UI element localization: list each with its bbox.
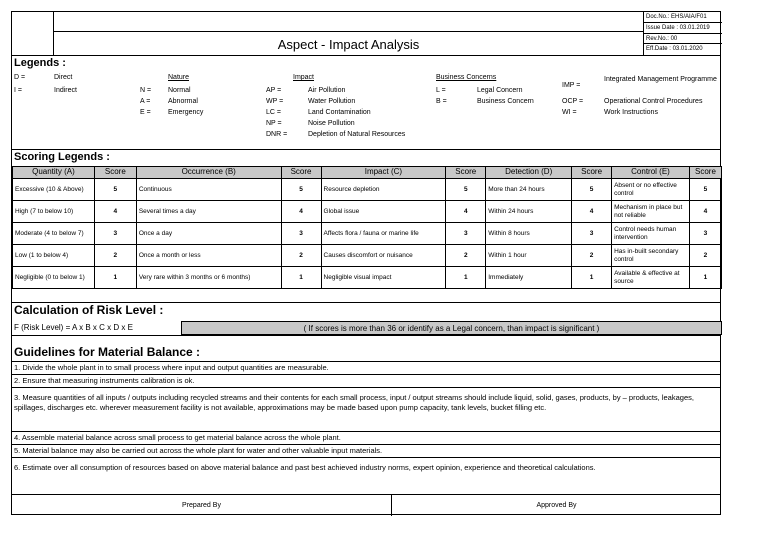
issue-date: Issue Date : 03.01.2019 [644, 23, 722, 34]
scoring-heading: Scoring Legends : [14, 151, 110, 163]
table-row: Moderate (4 to below 7) 3 Once a day 3 Affects flora / fauna or marine life 3 Within 8 hours 3 Control needs human intervention 3 [13, 223, 722, 245]
column-header: Control (E) [612, 167, 690, 179]
legends-heading: Legends : [14, 57, 66, 69]
column-header: Occurrence (B) [136, 167, 281, 179]
aspect-impact-form: Aspect - Impact Analysis Doc.No.: EHS/AIA/F01 Issue Date : 03.01.2019 Rev.No.: 00 Eff.Date : 03.01.2020 Legends : D = Direct I = Indirect Nature N = Normal A = Abnormal E = Emergency Impact AP = Air Pollution WP = Water Pollution LC = Land Contamination NP = Noise Pollution DNR = Depletion of Natural Resources Business Concerns L = Legal Concern B = Business Concern IMP = Integrated Management Programme OCP = Operational Control Procedures WI = Work Instructions Scoring Legends : Quantity (A) Score Occurrence (B) Score Impact (C) Score Detection (D) Score Control (E) Score Excessive (10 & Above) 5 Continuous 5 Resource depletion 5 More than 24 hours 5 Absent or no effective control 5 High (7 to below 10) 4 Several times a day 4 Global issue 4 Within 24 hours 4 Mechanism in place but not reliable 4 Moderate (4 to below 7) 3 Once a day 3 Affects flora / fauna or marine life 3 Within 8 hours 3 Control needs human intervention 3 Low (1 to below 4) 2 Once a month or less 2 Causes discomfort or nuisance 2 Within 1 hour 2 Has in-built secondary control 2 Negligible (0 to below 1) 1 Very rare within 3 months or 6 months) 1 Negligible visual impact 1 Immediately 1 Available & effective at source 1 Calculation of Risk Level : F (Risk Level) = A x B x C x D x E ( If scores is more than 36 or identify as a Legal concern, than impact is significant ) Guidelines for Material Balance : 1. Divide the whole plant in to small process where input and output quantities are measurable. 2. Ensure that measuring instruments calibration is ok. 3. Measure quantities of all inputs / outputs including recycled streams and their contents for each small process, input / output streams should include liquid, solid, gases, products, by – products, leakages, spillages, discharges etc. wherever measurement facility is not available, approximations may be made based upon pump capacity, tank levels, bucket filling etc. 4. Assemble material balance across small process to get material balance across the whole plant. 5. Material balance may also be carried out across the whole plant for water and other valuable input materials. 6. Estimate over all consumption of resources based on above material balance and past best achieved industry norms, expert opinion, experience and theoretical calculations. Prepared By Approved By [11, 11, 721, 515]
risk-formula: F (Risk Level) = A x B x C x D x E [14, 323, 133, 332]
column-header: Score [94, 167, 136, 179]
column-header: Score [281, 167, 321, 179]
column-header: Impact (C) [321, 167, 446, 179]
title-cell [54, 12, 644, 55]
column-header: Quantity (A) [13, 167, 95, 179]
guidelines-heading: Guidelines for Material Balance : [14, 345, 201, 359]
column-header: Score [572, 167, 612, 179]
guideline-item: 5. Material balance may also be carried out across the whole plant for water and other valuable input materials. [12, 444, 720, 457]
nature-title: Nature [168, 74, 190, 81]
guideline-item: 6. Estimate over all consumption of resources based on above material balance and past best achieved industry norms, expert opinion, experience and theoretical calculations. [12, 457, 720, 489]
risk-note-band [181, 321, 722, 335]
business-title: Business Concerns [436, 74, 497, 81]
column-header: Detection (D) [486, 167, 572, 179]
prepared-by-label: Prepared By [182, 502, 221, 509]
revision-number: Rev.No.: 00 [644, 34, 722, 45]
scoring-legend-table [12, 166, 722, 289]
guideline-item: 3. Measure quantities of all inputs / outputs including recycled streams and their contents for each small process, input / output streams should include liquid, solid, gases, products, by – products, leakages, spillages, discharges etc. wherever measurement facility is not available, approximations may be made based upon pump capacity, tank levels, bucket filling etc. [12, 387, 720, 431]
impact-title: Impact [293, 74, 315, 81]
approved-by-label: Approved By [536, 502, 577, 509]
guideline-item: 2. Ensure that measuring instruments calibration is ok. [12, 374, 720, 387]
risk-heading: Calculation of Risk Level : [14, 303, 164, 317]
document-control-block [644, 12, 722, 55]
effective-date: Eff.Date : 03.01.2020 [646, 46, 703, 53]
scoring-header-row [13, 167, 722, 179]
table-row: Low (1 to below 4) 2 Once a month or less 2 Causes discomfort or nuisance 2 Within 1 hour 2 Has in-built secondary control 2 [13, 245, 722, 267]
page-title: Aspect - Impact Analysis [277, 37, 420, 52]
table-row: High (7 to below 10) 4 Several times a day 4 Global issue 4 Within 24 hours 4 Mechanism in place but not reliable 4 [13, 201, 722, 223]
doc-number: Doc.No.: EHS/AIA/F01 [644, 12, 722, 23]
column-header: Score [689, 167, 721, 179]
table-row: Excessive (10 & Above) 5 Continuous 5 Resource depletion 5 More than 24 hours 5 Absent or no effective control 5 [13, 179, 722, 201]
guideline-item: 1. Divide the whole plant in to small process where input and output quantities are measurable. [12, 361, 720, 374]
guideline-item: 4. Assemble material balance across small process to get material balance across the whole plant. [12, 431, 720, 444]
logo-cell [12, 12, 54, 55]
risk-note: ( If scores is more than 36 or identify as a Legal concern, than impact is significant ) [303, 324, 600, 333]
table-row: Negligible (0 to below 1) 1 Very rare within 3 months or 6 months) 1 Negligible visual impact 1 Immediately 1 Available & effective at source 1 [13, 267, 722, 289]
column-header: Score [446, 167, 486, 179]
form-header [12, 12, 720, 55]
